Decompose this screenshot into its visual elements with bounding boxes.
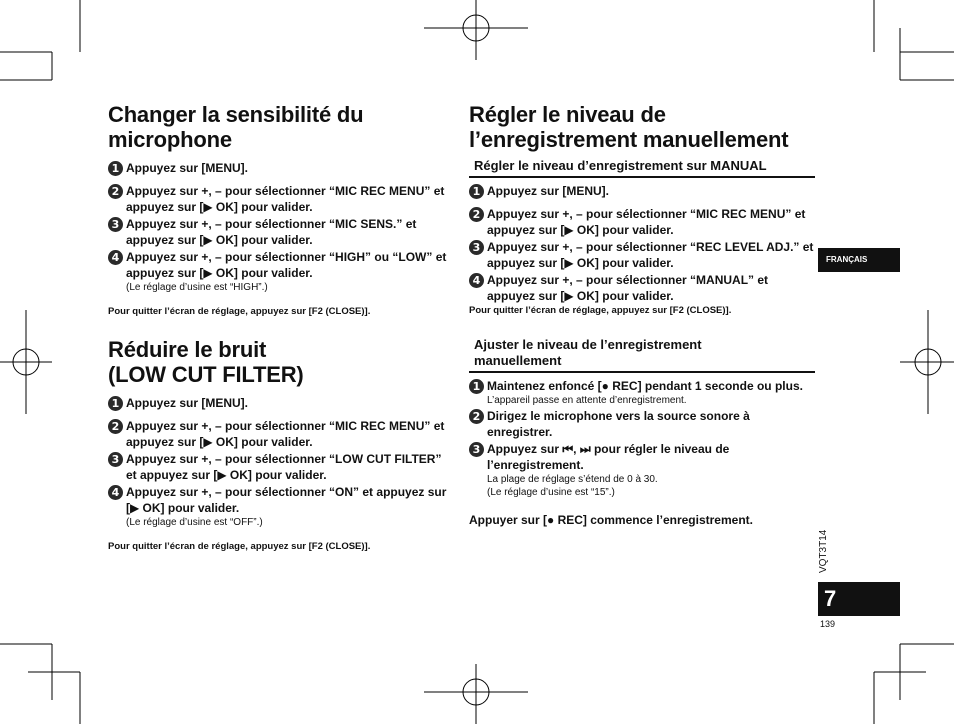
- step-item: 2 Appuyez sur +, – pour sélectionner “MIC REC MENU” et appuyez sur [▶ OK] pour valider.: [108, 183, 454, 215]
- subsection-adjust-level: [469, 337, 815, 528]
- section-mic-sensitivity: [108, 102, 454, 318]
- step-item: 2 Appuyez sur +, – pour sélectionner “MIC REC MENU” et appuyez sur [▶ OK] pour valider.: [469, 206, 815, 238]
- steps-low-cut-filter: [108, 395, 454, 529]
- page-number: 139: [820, 619, 836, 629]
- subsection-title-adjust-level: Ajuster le niveau de l’enregistrement manuellement: [469, 337, 815, 373]
- right-column: [469, 102, 815, 528]
- step-item: 4 Appuyez sur +, – pour sélectionner “ON” et appuyez sur [▶ OK] pour valider. (Le réglage d’usine est “OFF”.): [108, 484, 454, 529]
- factory-default-note: (Le réglage d’usine est “15”.): [487, 487, 615, 498]
- section-title-low-cut-filter: Réduire le bruit (LOW CUT FILTER): [108, 337, 304, 387]
- language-tab: FRANÇAIS: [818, 248, 900, 272]
- steps-set-manual: [469, 183, 815, 304]
- step-item: 4 Appuyez sur +, – pour sélectionner “HIGH” ou “LOW” et appuyez sur [▶ OK] pour valider. (Le réglage d’usine est “HIGH”.): [108, 249, 454, 294]
- subsection-title-set-manual: Régler le niveau d’enregistrement sur MANUAL: [469, 158, 815, 178]
- chapter-number: 7: [818, 582, 900, 616]
- subsection-set-manual: [469, 158, 815, 317]
- final-instruction: Appuyer sur [● REC] commence l’enregistrement.: [469, 513, 753, 527]
- steps-mic-sensitivity: [108, 160, 454, 294]
- step-item: 3 Appuyez sur +, – pour sélectionner “REC LEVEL ADJ.” et appuyez sur [▶ OK] pour valider.: [469, 239, 815, 271]
- step-item: 4 Appuyez sur +, – pour sélectionner “MANUAL” et appuyez sur [▶ OK] pour valider.: [469, 272, 815, 304]
- section-title-mic-sensitivity: Changer la sensibilité du microphone: [108, 102, 364, 152]
- step-item: 3 Appuyez sur +, – pour sélectionner “LOW CUT FILTER” et appuyez sur [▶ OK] pour valider.: [108, 451, 454, 483]
- section-title-manual-level: Régler le niveau de l’enregistrement manuellement: [469, 102, 789, 152]
- step-item: 2 Dirigez le microphone vers la source sonore à enregistrer.: [469, 408, 815, 440]
- steps-adjust-level: [469, 378, 815, 499]
- range-note: La plage de réglage s’étend de 0 à 30.: [487, 474, 658, 485]
- step-note: L’appareil passe en attente d’enregistrement.: [487, 395, 687, 406]
- quit-instruction: Pour quitter l’écran de réglage, appuyez sur [F2 (CLOSE)].: [469, 305, 732, 316]
- quit-instruction: Pour quitter l’écran de réglage, appuyez sur [F2 (CLOSE)].: [108, 306, 371, 317]
- quit-instruction: Pour quitter l’écran de réglage, appuyez sur [F2 (CLOSE)].: [108, 541, 371, 552]
- factory-default-note: (Le réglage d’usine est “OFF”.): [126, 517, 263, 528]
- left-column: [108, 102, 454, 553]
- step-item: 3 Appuyez sur +, – pour sélectionner “MIC SENS.” et appuyez sur [▶ OK] pour valider.: [108, 216, 454, 248]
- step-item: 1 Appuyez sur [MENU].: [108, 160, 454, 176]
- step-item: 3 Appuyez sur ⏮, ⏭ pour régler le niveau de l’enregistrement. La plage de réglage s’étend de 0 à 30. (Le réglage d’usine est “15”.): [469, 441, 815, 499]
- section-low-cut-filter: [108, 337, 454, 553]
- document-code: VQT3T14: [818, 529, 829, 573]
- factory-default-note: (Le réglage d’usine est “HIGH”.): [126, 282, 268, 293]
- step-item: 1 Maintenez enfoncé [● REC] pendant 1 seconde ou plus. L’appareil passe en attente d’enregistrement.: [469, 378, 815, 407]
- step-item: 1 Appuyez sur [MENU].: [108, 395, 454, 411]
- step-item: 2 Appuyez sur +, – pour sélectionner “MIC REC MENU” et appuyez sur [▶ OK] pour valider.: [108, 418, 454, 450]
- step-item: 1 Appuyez sur [MENU].: [469, 183, 815, 199]
